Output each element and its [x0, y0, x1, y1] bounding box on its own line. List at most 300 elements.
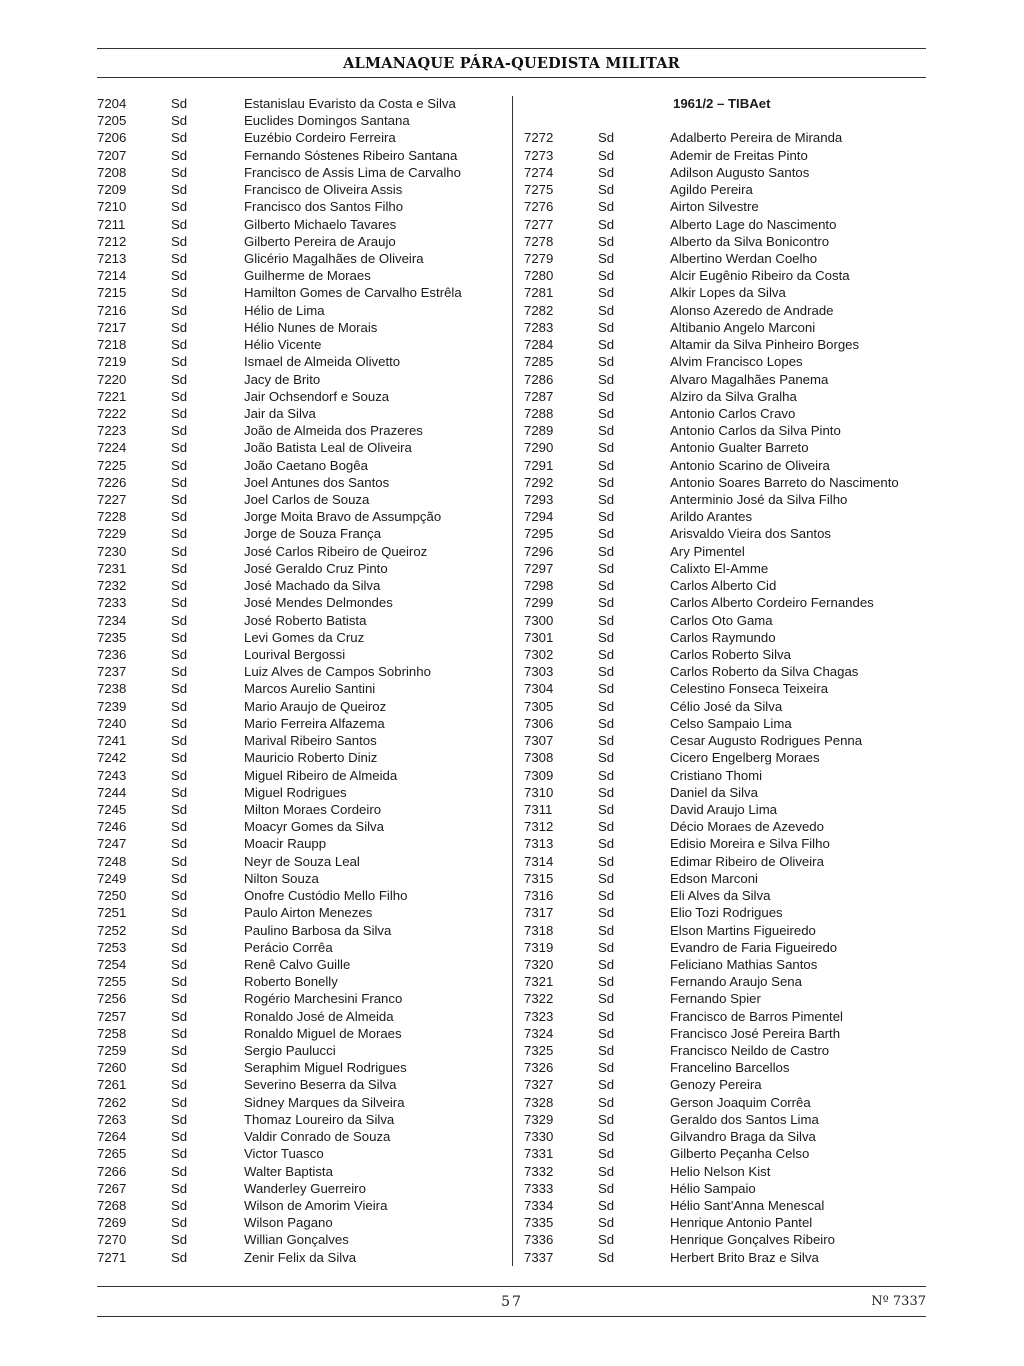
- entry-name: Edimar Ribeiro de Oliveira: [670, 853, 824, 869]
- entry-name: Euclides Domingos Santana: [244, 113, 410, 129]
- roster-entry: [97, 1042, 502, 1059]
- entry-rank: Sd: [171, 784, 188, 800]
- entry-number: 7312: [524, 819, 554, 835]
- entry-rank: Sd: [171, 130, 188, 146]
- entry-name: Celestino Fonseca Teixeira: [670, 681, 829, 697]
- entry-name: Glicério Magalhães de Oliveira: [244, 250, 424, 266]
- roster-entry: [524, 1094, 924, 1111]
- entry-name: Hamilton Gomes de Carvalho Estrêla: [244, 285, 462, 301]
- entry-rank: Sd: [171, 870, 188, 886]
- entry-number: 7265: [97, 1146, 127, 1162]
- roster-entry: [524, 405, 924, 422]
- entry-rank: Sd: [598, 285, 615, 301]
- entry-rank: Sd: [598, 423, 615, 439]
- roster-entry: [524, 371, 924, 388]
- roster-entry: [97, 956, 502, 973]
- entry-number: 7328: [524, 1094, 554, 1110]
- entry-number: 7304: [524, 681, 554, 697]
- roster-entry: [524, 1214, 924, 1231]
- roster-entry: [524, 474, 924, 491]
- entry-rank: Sd: [598, 164, 615, 180]
- roster-entry: [97, 405, 502, 422]
- roster-entry: [524, 956, 924, 973]
- entry-number: 7238: [97, 681, 127, 697]
- entry-number: 7288: [524, 405, 554, 421]
- entry-name: Wanderley Guerreiro: [244, 1180, 366, 1196]
- entry-rank: Sd: [598, 991, 615, 1007]
- entry-number: 7225: [97, 457, 127, 473]
- entry-rank: Sd: [598, 457, 615, 473]
- entry-name: Francisco de Barros Pimentel: [670, 1008, 843, 1024]
- roster-entry: [97, 474, 502, 491]
- roster-entry: [524, 646, 924, 663]
- entry-number: 7302: [524, 647, 554, 662]
- roster-entry: [524, 1249, 924, 1266]
- roster-entry: [97, 784, 502, 801]
- entry-name: Paulo Airton Menezes: [244, 905, 373, 921]
- entry-rank: Sd: [171, 302, 188, 318]
- entry-number: 7204: [97, 96, 127, 111]
- entry-name: Alvaro Magalhães Panema: [670, 371, 829, 387]
- entry-number: 7314: [524, 853, 554, 869]
- entry-name: Euzébio Cordeiro Ferreira: [244, 130, 396, 146]
- entry-rank: Sd: [598, 750, 615, 766]
- roster-entry: [524, 612, 924, 629]
- entry-rank: Sd: [171, 733, 188, 749]
- entry-name: Francelino Barcellos: [670, 1060, 790, 1076]
- entry-name: Seraphim Miguel Rodrigues: [244, 1060, 407, 1076]
- entry-name: Edson Marconi: [670, 870, 758, 886]
- entry-number: 7251: [97, 905, 127, 921]
- entry-rank: Sd: [171, 543, 188, 559]
- entry-number: 7298: [524, 578, 554, 594]
- entry-name: José Machado da Silva: [244, 578, 381, 594]
- entry-name: Joel Antunes dos Santos: [244, 474, 390, 490]
- entry-rank: Sd: [598, 405, 615, 421]
- entry-name: José Geraldo Cruz Pinto: [244, 560, 388, 576]
- roster-entry: [524, 680, 924, 697]
- entry-rank: Sd: [171, 164, 188, 180]
- roster-entry: [97, 371, 502, 388]
- entry-name: Miguel Ribeiro de Almeida: [244, 767, 398, 783]
- entry-number: 7276: [524, 199, 554, 215]
- entry-rank: Sd: [598, 319, 615, 335]
- entry-number: 7224: [97, 440, 127, 456]
- entry-name: Carlos Raymundo: [670, 629, 776, 645]
- entry-rank: Sd: [598, 233, 615, 249]
- entry-name: Nilton Souza: [244, 870, 319, 886]
- entry-name: Jair da Silva: [244, 405, 316, 421]
- entry-rank: Sd: [598, 1180, 615, 1196]
- entry-rank: Sd: [598, 1163, 615, 1179]
- entry-rank: Sd: [598, 354, 615, 370]
- roster-entry: [97, 577, 502, 594]
- entry-number: 7266: [97, 1163, 127, 1179]
- entry-rank: Sd: [598, 130, 615, 146]
- entry-name: Luiz Alves de Campos Sobrinho: [244, 664, 431, 680]
- entry-number: 7274: [524, 164, 554, 180]
- entry-name: Cicero Engelberg Moraes: [670, 750, 820, 766]
- entry-number: 7283: [524, 319, 554, 335]
- entry-name: Carlos Roberto Silva: [670, 647, 791, 662]
- entry-rank: Sd: [171, 1060, 188, 1076]
- entry-name: Guilherme de Moraes: [244, 268, 371, 284]
- entry-name: Altamir da Silva Pinheiro Borges: [670, 337, 860, 353]
- entry-number: 7273: [524, 147, 554, 163]
- entry-number: 7322: [524, 991, 554, 1007]
- roster-entry: [97, 284, 502, 301]
- entry-rank: Sd: [598, 302, 615, 318]
- entry-name: Albertino Werdan Coelho: [670, 250, 818, 266]
- roster-entry: [524, 715, 924, 732]
- roster-entry: [97, 801, 502, 818]
- entry-number: 7215: [97, 285, 127, 301]
- entry-name: Helio Nelson Kist: [670, 1163, 771, 1179]
- entry-name: Evandro de Faria Figueiredo: [670, 939, 838, 955]
- entry-number: 7221: [97, 388, 127, 404]
- entry-rank: Sd: [171, 250, 188, 266]
- entry-rank: Sd: [171, 405, 188, 421]
- entry-name: Wilson Pagano: [244, 1215, 333, 1231]
- entry-rank: Sd: [171, 423, 188, 439]
- entry-number: 7260: [97, 1060, 127, 1076]
- roster-entry: [524, 439, 924, 456]
- entry-number: 7327: [524, 1077, 554, 1093]
- roster-entry: [524, 216, 924, 233]
- entry-name: Onofre Custódio Mello Filho: [244, 888, 408, 904]
- roster-entry: [524, 1025, 924, 1042]
- entry-number: 7246: [97, 819, 127, 835]
- roster-entry: [97, 216, 502, 233]
- entry-name: Fernando Sóstenes Ribeiro Santana: [244, 147, 458, 163]
- roster-entry: [524, 1076, 924, 1093]
- entry-number: 7220: [97, 371, 127, 387]
- entry-number: 7325: [524, 1043, 554, 1059]
- entry-number: 7323: [524, 1008, 554, 1024]
- roster-entry: [97, 904, 502, 921]
- entry-name: Alkir Lopes da Silva: [670, 285, 786, 301]
- entry-name: Wilson de Amorim Vieira: [244, 1198, 388, 1213]
- entry-number: 7252: [97, 922, 127, 938]
- entry-rank: Sd: [598, 1129, 615, 1145]
- roster-entry: [524, 1145, 924, 1162]
- header-bottom-rule: [97, 77, 926, 78]
- roster-entry: [97, 508, 502, 525]
- entry-name: Alonso Azeredo de Andrade: [670, 302, 834, 318]
- entry-number: 7269: [97, 1215, 127, 1231]
- entry-rank: Sd: [598, 1215, 615, 1231]
- entry-number: 7331: [524, 1146, 554, 1162]
- entry-rank: Sd: [598, 268, 615, 284]
- roster-entry: [97, 457, 502, 474]
- roster-entry: [97, 973, 502, 990]
- entry-name: Willian Gonçalves: [244, 1232, 349, 1248]
- entry-rank: Sd: [171, 440, 188, 456]
- roster-entry: [524, 422, 924, 439]
- entry-rank: Sd: [171, 285, 188, 301]
- entry-number: 7247: [97, 836, 127, 852]
- right-roster-column: [524, 95, 924, 1266]
- entry-rank: Sd: [171, 560, 188, 576]
- entry-name: David Araujo Lima: [670, 801, 778, 817]
- entry-rank: Sd: [598, 509, 615, 525]
- entry-rank: Sd: [598, 1232, 615, 1248]
- entry-name: Ronaldo Miguel de Moraes: [244, 1025, 402, 1041]
- entry-number: 7277: [524, 216, 554, 232]
- entry-rank: Sd: [171, 922, 188, 938]
- entry-rank: Sd: [171, 371, 188, 387]
- entry-rank: Sd: [171, 698, 188, 714]
- entry-rank: Sd: [171, 991, 188, 1007]
- entry-number: 7263: [97, 1111, 127, 1127]
- entry-number: 7332: [524, 1163, 554, 1179]
- roster-entry: [524, 1128, 924, 1145]
- roster-entry: [524, 887, 924, 904]
- entry-name: Alziro da Silva Gralha: [670, 388, 797, 404]
- entry-number: 7241: [97, 733, 127, 749]
- roster-entry: [97, 732, 502, 749]
- roster-entry: [524, 250, 924, 267]
- roster-entry: [97, 233, 502, 250]
- entry-number: 7282: [524, 302, 554, 318]
- entry-number: 7315: [524, 870, 554, 886]
- entry-rank: Sd: [171, 1094, 188, 1110]
- entry-name: Milton Moraes Cordeiro: [244, 801, 382, 817]
- roster-entry: [97, 1128, 502, 1145]
- roster-entry: [97, 1197, 502, 1214]
- entry-rank: Sd: [598, 853, 615, 869]
- entry-rank: Sd: [171, 1043, 188, 1059]
- entry-number: 7207: [97, 147, 127, 163]
- entry-rank: Sd: [171, 216, 188, 232]
- roster-entry: [524, 267, 924, 284]
- entry-name: Cristiano Thomi: [670, 767, 763, 783]
- entry-name: Lourival Bergossi: [244, 647, 346, 662]
- entry-number: 7234: [97, 612, 127, 628]
- entry-rank: Sd: [598, 1077, 615, 1093]
- roster-entry: [97, 612, 502, 629]
- entry-name: Hélio Nunes de Morais: [244, 319, 378, 335]
- entry-number: 7218: [97, 337, 127, 353]
- roster-entry: [97, 1180, 502, 1197]
- roster-entry: [524, 853, 924, 870]
- entry-rank: Sd: [171, 526, 188, 542]
- entry-rank: Sd: [598, 784, 615, 800]
- entry-number: 7284: [524, 337, 554, 353]
- entry-number: 7280: [524, 268, 554, 284]
- entry-number: 7256: [97, 991, 127, 1007]
- entry-name: Francisco Neildo de Castro: [670, 1043, 830, 1059]
- entry-rank: Sd: [598, 801, 615, 817]
- entry-rank: Sd: [171, 1163, 188, 1179]
- entry-name: Jorge de Souza França: [244, 526, 382, 542]
- entry-name: Marival Ribeiro Santos: [244, 733, 377, 749]
- entry-name: Elson Martins Figueiredo: [670, 922, 816, 938]
- entry-rank: Sd: [598, 629, 615, 645]
- roster-entry: [97, 680, 502, 697]
- roster-entry: [97, 1076, 502, 1093]
- roster-entry: [524, 801, 924, 818]
- entry-number: 7301: [524, 629, 554, 645]
- entry-number: 7205: [97, 113, 127, 129]
- entry-name: Perácio Corrêa: [244, 939, 333, 955]
- entry-name: Alcir Eugênio Ribeiro da Costa: [670, 268, 850, 284]
- entry-number: 7254: [97, 956, 127, 972]
- roster-entry: [97, 491, 502, 508]
- entry-name: Hélio de Lima: [244, 302, 325, 318]
- entry-number: 7248: [97, 853, 127, 869]
- entry-number: 7244: [97, 784, 127, 800]
- entry-rank: Sd: [598, 836, 615, 852]
- entry-name: Antonio Gualter Barreto: [670, 440, 809, 456]
- entry-number: 7279: [524, 250, 554, 266]
- roster-entry: [97, 267, 502, 284]
- roster-entry: [524, 1197, 924, 1214]
- roster-entry: [97, 319, 502, 336]
- entry-rank: Sd: [598, 578, 615, 594]
- entry-name: Francisco de Assis Lima de Carvalho: [244, 164, 461, 180]
- roster-entry: [97, 1111, 502, 1128]
- entry-name: José Roberto Batista: [244, 612, 367, 628]
- entry-number: 7258: [97, 1025, 127, 1041]
- roster-entry: [524, 302, 924, 319]
- section-heading-label: 1961/2 – TIBAet: [673, 96, 771, 111]
- entry-number: 7308: [524, 750, 554, 766]
- roster-entry: [97, 147, 502, 164]
- entry-number: 7214: [97, 268, 127, 284]
- roster-entry: [97, 1008, 502, 1025]
- entry-name: Edisio Moreira e Silva Filho: [670, 836, 830, 852]
- entry-rank: Sd: [171, 1180, 188, 1196]
- roster-entry: [524, 353, 924, 370]
- section-heading: [524, 95, 924, 112]
- entry-name: Hélio Sampaio: [670, 1180, 756, 1196]
- entry-rank: Sd: [598, 698, 615, 714]
- entry-name: Alberto da Silva Bonicontro: [670, 233, 830, 249]
- roster-entry: [97, 1231, 502, 1248]
- roster-entry: [97, 560, 502, 577]
- entry-name: Fernando Spier: [670, 991, 761, 1007]
- entry-number: 7287: [524, 388, 554, 404]
- entry-name: Adalberto Pereira de Miranda: [670, 130, 843, 146]
- entry-name: Marcos Aurelio Santini: [244, 681, 376, 697]
- roster-entry: [97, 250, 502, 267]
- entry-rank: Sd: [171, 750, 188, 766]
- entry-number: 7230: [97, 543, 127, 559]
- entry-rank: Sd: [171, 664, 188, 680]
- roster-entry: [524, 1180, 924, 1197]
- entry-rank: Sd: [598, 819, 615, 835]
- roster-entry: [524, 147, 924, 164]
- entry-rank: Sd: [598, 1025, 615, 1041]
- roster-entry: [524, 732, 924, 749]
- entry-rank: Sd: [171, 612, 188, 628]
- entry-number: 7310: [524, 784, 554, 800]
- entry-number: 7206: [97, 130, 127, 146]
- entry-number: 7333: [524, 1180, 554, 1196]
- entry-name: Rogério Marchesini Franco: [244, 991, 403, 1007]
- section-spacer: [524, 112, 924, 129]
- entry-number: 7296: [524, 543, 554, 559]
- entry-rank: Sd: [598, 1146, 615, 1162]
- entry-rank: Sd: [598, 1094, 615, 1110]
- entry-name: Sergio Paulucci: [244, 1043, 336, 1059]
- entry-rank: Sd: [598, 870, 615, 886]
- entry-number: 7216: [97, 302, 127, 318]
- entry-rank: Sd: [171, 595, 188, 611]
- entry-rank: Sd: [598, 939, 615, 955]
- roster-entry: [524, 491, 924, 508]
- entry-number: 7243: [97, 767, 127, 783]
- entry-name: Célio José da Silva: [670, 698, 783, 714]
- roster-entry: [97, 767, 502, 784]
- entry-name: Francisco de Oliveira Assis: [244, 182, 403, 198]
- entry-number: 7264: [97, 1129, 127, 1145]
- entry-name: Valdir Conrado de Souza: [244, 1129, 391, 1145]
- roster-entry: [524, 698, 924, 715]
- entry-name: Mario Araujo de Queiroz: [244, 698, 387, 714]
- entry-rank: Sd: [171, 509, 188, 525]
- entry-name: Alberto Lage do Nascimento: [670, 216, 837, 232]
- entry-number: 7285: [524, 354, 554, 370]
- entry-rank: Sd: [171, 1077, 188, 1093]
- entry-number: 7236: [97, 647, 127, 662]
- roster-entry: [524, 525, 924, 542]
- roster-entry: [97, 388, 502, 405]
- entry-rank: Sd: [598, 1198, 615, 1213]
- roster-entry: [524, 233, 924, 250]
- entry-name: Celso Sampaio Lima: [670, 715, 792, 731]
- entry-number: 7300: [524, 612, 554, 628]
- roster-entry: [524, 594, 924, 611]
- entry-number: 7318: [524, 922, 554, 938]
- entry-rank: Sd: [171, 457, 188, 473]
- entry-name: Miguel Rodrigues: [244, 784, 347, 800]
- entry-name: Renê Calvo Guille: [244, 956, 351, 972]
- entry-rank: Sd: [598, 922, 615, 938]
- entry-number: 7305: [524, 698, 554, 714]
- entry-number: 7292: [524, 474, 554, 490]
- entry-name: Gilberto Pereira de Araujo: [244, 233, 396, 249]
- footer-bottom-rule: [97, 1316, 926, 1317]
- roster-entry: [524, 198, 924, 215]
- entry-rank: Sd: [598, 543, 615, 559]
- entry-rank: Sd: [598, 250, 615, 266]
- roster-entry: [524, 1008, 924, 1025]
- roster-entry: [524, 870, 924, 887]
- entry-name: Jair Ochsendorf e Souza: [244, 388, 390, 404]
- entry-name: Mario Ferreira Alfazema: [244, 715, 385, 731]
- entry-name: João de Almeida dos Prazeres: [244, 423, 423, 439]
- roster-entry: [97, 198, 502, 215]
- entry-number: 7231: [97, 560, 127, 576]
- entry-name: José Carlos Ribeiro de Queiroz: [244, 543, 428, 559]
- entry-name: Walter Baptista: [244, 1163, 333, 1179]
- entry-name: Joel Carlos de Souza: [244, 492, 370, 508]
- entry-number: 7324: [524, 1025, 554, 1041]
- entry-rank: Sd: [598, 1111, 615, 1127]
- entry-number: 7337: [524, 1249, 554, 1265]
- entry-rank: Sd: [171, 939, 188, 955]
- entry-number: 7235: [97, 629, 127, 645]
- entry-number: 7261: [97, 1077, 127, 1093]
- entry-rank: Sd: [598, 905, 615, 921]
- entry-name: Carlos Alberto Cordeiro Fernandes: [670, 595, 874, 611]
- entry-number: 7253: [97, 939, 127, 955]
- entry-name: Hélio Vicente: [244, 337, 322, 353]
- entry-rank: Sd: [598, 182, 615, 198]
- entry-number: 7249: [97, 870, 127, 886]
